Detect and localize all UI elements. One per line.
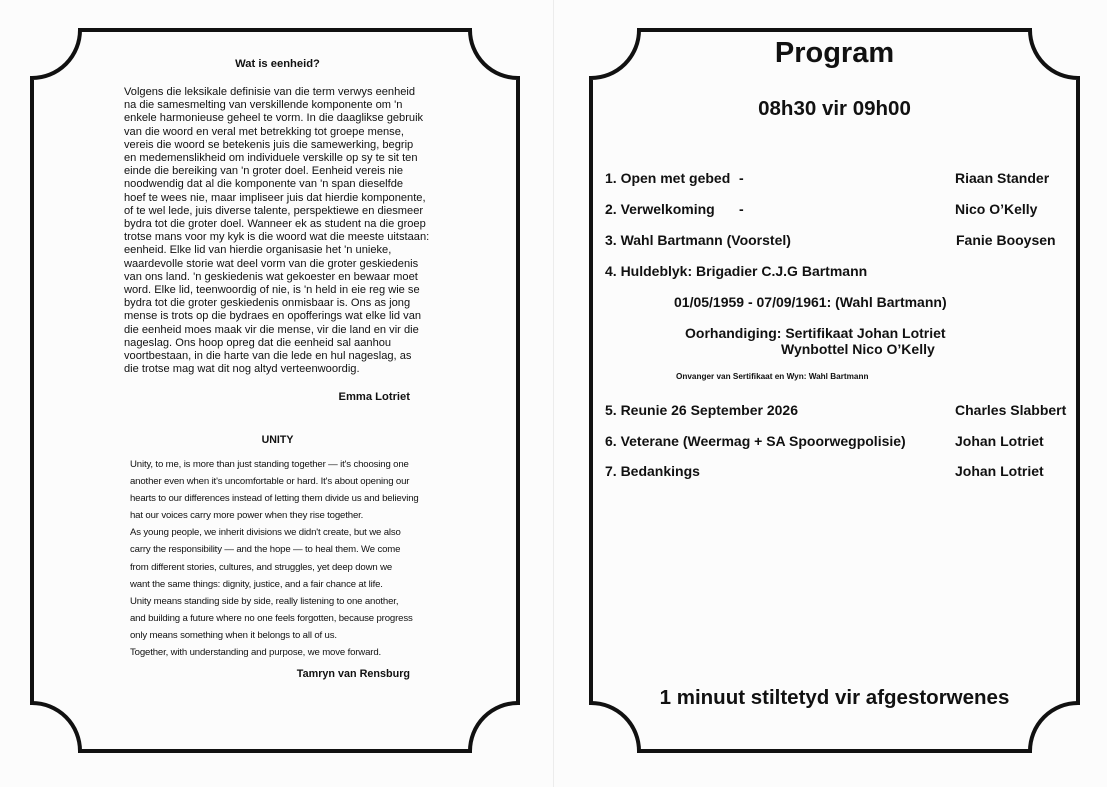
program-item-2-person: Nico O’Kelly bbox=[955, 201, 1038, 217]
program-item-1: 1. Open met gebed bbox=[605, 170, 731, 186]
program-item-6-person: Johan Lotriet bbox=[955, 433, 1044, 449]
program-item-2-dash: - bbox=[739, 201, 744, 217]
program-item-5-person: Charles Slabbert bbox=[955, 402, 1067, 418]
program-title: Program bbox=[774, 37, 895, 69]
program-item-7-person: Johan Lotriet bbox=[955, 463, 1044, 479]
essay-title-eenheid: Wat is eenheid? bbox=[235, 58, 320, 70]
right-page-frame bbox=[591, 30, 1078, 751]
program-item-6: 6. Veterane (Weermag + SA Spoorwegpolisie) bbox=[605, 433, 906, 449]
essay-author-eenheid: Emma Lotriet bbox=[338, 391, 410, 403]
tribute-handover-line1: Oorhandiging: Sertifikaat Johan Lotriet bbox=[685, 325, 946, 341]
tribute-recipient-note: Onvanger van Sertifikaat en Wyn: Wahl Bartmann bbox=[676, 372, 869, 381]
tribute-dates: 01/05/1959 - 07/09/1961: (Wahl Bartmann) bbox=[674, 294, 947, 310]
program-item-1-dash: - bbox=[739, 170, 744, 186]
program-item-1-person: Riaan Stander bbox=[955, 170, 1050, 186]
essay-author-unity: Tamryn van Rensburg bbox=[296, 668, 410, 680]
essay-title-unity: UNITY bbox=[261, 434, 294, 446]
essay-body-eenheid: Volgens die leksikale definisie van die term verwys eenheid na die samesmelting van verskillende komponente om 'n enkele harmonieuse geheel te vorm. In die daaglikse gebruik van die woord en veral met betrekking tot groepe mense, vereis die woord se betekenis juis die samewerking, begrip en medemenslikheid om individuele verskille op sy te sit ten einde die bereiking van 'n groter doel. Eenheid vereis nie noodwendig dat al die komponente van 'n span dieselfde hoef te wees nie, maar impliseer juis dat hierdie komponente, of te wel lede, juis diverse talente, perspektiewe en diesmeer bydra tot die groter doel. Wanneer ek as student na die groep trotse mans voor my kyk is die woord wat die meeste uitstaan: eenheid. Elke lid van hierdie organisasie het 'n unieke, waardevolle storie wat deel vorm van die groter geskiedenis van ons land. 'n geskiedenis wat gekoester en bewaar moet word. Elke lid, teenwoordig of nie, is 'n held in eie reg wie se bydra tot die groter geskiedenis onmisbaar is. Ons as jong mense is trots op die bydraes en opofferings wat elke lid van die eenheid moes maak vir die mense, vir die land en vir die nageslag. Ons hoop opreg dat die eenheid sal aanhou voortbestaan, in die harte van die lede en hul nageslag, as die trotse mag wat dit nog altyd verteenwoordig. bbox=[124, 86, 430, 376]
program-item-5: 5. Reunie 26 September 2026 bbox=[605, 402, 798, 418]
program-footer: 1 minuut stiltetyd vir afgestorwenes bbox=[659, 686, 1010, 709]
program-item-7: 7. Bedankings bbox=[605, 463, 700, 479]
program-item-2: 2. Verwelkoming bbox=[605, 201, 715, 217]
program-item-3: 3. Wahl Bartmann (Voorstel) bbox=[605, 232, 791, 248]
essay-body-unity: Unity, to me, is more than just standing together — it's choosing one another even when it's uncomfortable or hard. It's about opening our hearts to our differences instead of letting them divide us and believing hat our voices carry more power when they rise together. As young people, we inherit divisions we didn't create, but we also carry the responsibility — and the hope — to heal them. We come from different stories, cultures, and struggles, yet deep down we want the same things: dignity, justice, and a fair chance at life. Unity means standing side by side, really listening to one another, and building a future where no one feels forgotten, because progress only means something when it belongs to all of us. Together, with understanding and purpose, we move forward. bbox=[130, 459, 419, 659]
program-item-3-person: Fanie Booysen bbox=[956, 232, 1056, 248]
program-time: 08h30 vir 09h00 bbox=[758, 97, 911, 120]
tribute-handover-line2: Wynbottel Nico O’Kelly bbox=[781, 341, 935, 357]
program-item-4: 4. Huldeblyk: Brigadier C.J.G Bartmann bbox=[605, 263, 868, 279]
